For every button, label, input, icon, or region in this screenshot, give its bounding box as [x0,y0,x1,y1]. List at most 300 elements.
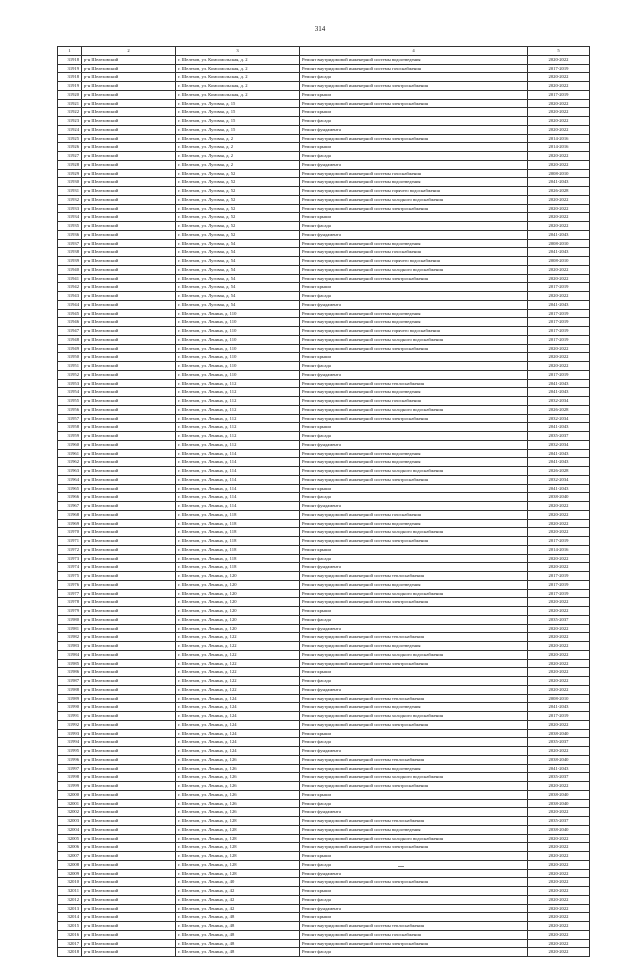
table-row [58,537,590,546]
district-cell: р-н Шелеховский [82,213,176,222]
work-type-cell: Ремонт внутридомовой инженерной системы электроснабжения [300,782,528,791]
address-cell: г. Шелехов, ул. Ленина, д. 118 [176,510,300,519]
row-number-cell: 31926 [58,143,82,152]
row-number-cell: 31987 [58,677,82,686]
table-row [58,309,590,318]
period-cell: 2020-2022 [528,948,590,957]
row-number-cell: 31980 [58,615,82,624]
row-number-cell: 32014 [58,913,82,922]
address-cell: г. Шелехов, ул. Ленина, д. 120 [176,624,300,633]
district-cell: р-н Шелеховский [82,703,176,712]
district-cell: р-н Шелеховский [82,353,176,362]
work-type-cell: Ремонт крыши [300,790,528,799]
address-cell: г. Шелехов, ул. Луговая, д. 2 [176,134,300,143]
address-cell: г. Шелехов, ул. Комсомольская, д. 2 [176,90,300,99]
district-cell: р-н Шелеховский [82,64,176,73]
district-cell: р-н Шелеховский [82,204,176,213]
row-number-cell: 31928 [58,160,82,169]
row-number-cell: 31946 [58,318,82,327]
address-cell: г. Шелехов, ул. Ленина, д. 128 [176,852,300,861]
district-cell: р-н Шелеховский [82,318,176,327]
address-cell: г. Шелехов, ул. Ленина, д. 122 [176,633,300,642]
page-number: 314 [314,25,326,33]
row-number-cell: 31986 [58,668,82,677]
row-number-cell: 31929 [58,169,82,178]
district-cell: р-н Шелеховский [82,869,176,878]
row-number-cell: 32003 [58,817,82,826]
row-number-cell: 32004 [58,825,82,834]
table-row [58,650,590,659]
row-number-cell: 31941 [58,274,82,283]
period-cell: 2020-2022 [528,922,590,931]
address-cell: г. Шелехов, ул. Луговая, д. 54 [176,248,300,257]
period-cell: 2017-2019 [528,318,590,327]
table-row [58,580,590,589]
district-cell: р-н Шелеховский [82,449,176,458]
district-cell: р-н Шелеховский [82,764,176,773]
row-number-cell: 31932 [58,195,82,204]
period-cell: 2041-2043 [528,764,590,773]
address-cell: г. Шелехов, ул. Ленина, д. 112 [176,379,300,388]
period-cell: 2020-2022 [528,528,590,537]
work-type-cell: Ремонт крыши [300,887,528,896]
work-type-cell: Ремонт фасада [300,554,528,563]
period-cell: 2014-2016 [528,143,590,152]
work-type-cell: Ремонт внутридомовой инженерной системы теплоснабжения [300,817,528,826]
table-row [58,808,590,817]
address-cell: г. Шелехов, ул. Ленина, д. 128 [176,825,300,834]
row-number-cell: 31981 [58,624,82,633]
address-cell: г. Шелехов, ул. Ленина, д. 126 [176,755,300,764]
table-row [58,528,590,537]
work-type-cell: Ремонт фасада [300,615,528,624]
row-number-cell: 31960 [58,440,82,449]
district-cell: р-н Шелеховский [82,913,176,922]
period-cell: 2020-2022 [528,108,590,117]
period-cell: 2008-2010 [528,239,590,248]
row-number-cell: 31992 [58,720,82,729]
page-mark [398,866,404,867]
row-number-cell: 31940 [58,265,82,274]
work-type-cell: Ремонт внутридомовой инженерной системы водоотведения [300,519,528,528]
work-type-cell: Ремонт внутридомовой инженерной системы холодного водоснабжения [300,265,528,274]
work-type-cell: Ремонт фундамента [300,370,528,379]
row-number-cell: 31973 [58,554,82,563]
row-number-cell: 31962 [58,458,82,467]
district-cell: р-н Шелеховский [82,90,176,99]
repair-schedule-table [57,46,590,957]
work-type-cell: Ремонт внутридомовой инженерной системы электроснабжения [300,99,528,108]
period-cell: 2020-2022 [528,677,590,686]
table-row [58,475,590,484]
district-cell: р-н Шелеховский [82,309,176,318]
work-type-cell: Ремонт крыши [300,545,528,554]
period-cell: 2020-2022 [528,265,590,274]
work-type-cell: Ремонт крыши [300,852,528,861]
row-number-cell: 31958 [58,423,82,432]
period-cell: 2020-2022 [528,887,590,896]
work-type-cell: Ремонт фасада [300,493,528,502]
column-number-row [58,47,590,56]
period-cell: 2041-2043 [528,484,590,493]
address-cell: г. Шелехов, ул. Ленина, д. 112 [176,405,300,414]
address-cell: г. Шелехов, ул. Ленина, д. 114 [176,475,300,484]
row-number-cell: 31921 [58,99,82,108]
work-type-cell: Ремонт внутридомовой инженерной системы холодного водоснабжения [300,335,528,344]
address-cell: г. Шелехов, ул. Ленина, д. 48 [176,930,300,939]
table-row [58,318,590,327]
row-number-cell: 31955 [58,397,82,406]
row-number-cell: 31968 [58,510,82,519]
work-type-cell: Ремонт внутридомовой инженерной системы горячего водоснабжения [300,257,528,266]
address-cell: г. Шелехов, ул. Ленина, д. 128 [176,843,300,852]
row-number-cell: 31936 [58,230,82,239]
address-cell: г. Шелехов, ул. Ленина, д. 110 [176,362,300,371]
row-number-cell: 31970 [58,528,82,537]
district-cell: р-н Шелеховский [82,55,176,64]
address-cell: г. Шелехов, ул. Ленина, д. 124 [176,712,300,721]
address-cell: г. Шелехов, ул. Комсомольская, д. 2 [176,82,300,91]
work-type-cell: Ремонт внутридомовой инженерной системы теплоснабжения [300,572,528,581]
district-cell: р-н Шелеховский [82,799,176,808]
work-type-cell: Ремонт фасада [300,860,528,869]
address-cell: г. Шелехов, ул. Ленина, д. 120 [176,580,300,589]
address-cell: г. Шелехов, ул. Ленина, д. 124 [176,747,300,756]
row-number-cell: 31961 [58,449,82,458]
district-cell: р-н Шелеховский [82,659,176,668]
table-row [58,370,590,379]
address-cell: г. Шелехов, ул. Ленина, д. 124 [176,720,300,729]
table-row [58,493,590,502]
work-type-cell: Ремонт внутридомовой инженерной системы электроснабжения [300,720,528,729]
work-type-cell: Ремонт фундамента [300,125,528,134]
district-cell: р-н Шелеховский [82,475,176,484]
address-cell: г. Шелехов, ул. Луговая, д. 15 [176,125,300,134]
work-type-cell: Ремонт фасада [300,738,528,747]
address-cell: г. Шелехов, ул. Ленина, д. 122 [176,677,300,686]
district-cell: р-н Шелеховский [82,510,176,519]
period-cell: 2017-2019 [528,572,590,581]
period-cell: 2017-2019 [528,327,590,336]
period-cell: 2020-2022 [528,607,590,616]
row-number-cell: 32018 [58,948,82,957]
work-type-cell: Ремонт внутридомовой инженерной системы электроснабжения [300,659,528,668]
table-row [58,519,590,528]
period-cell: 2020-2022 [528,510,590,519]
work-type-cell: Ремонт внутридомовой инженерной системы газоснабжения [300,397,528,406]
row-number-cell: 31997 [58,764,82,773]
table-row [58,642,590,651]
work-type-cell: Ремонт внутридомовой инженерной системы электроснабжения [300,134,528,143]
work-type-cell: Ремонт фасада [300,799,528,808]
work-type-cell: Ремонт фундамента [300,624,528,633]
district-cell: р-н Шелеховский [82,817,176,826]
row-number-cell: 31963 [58,467,82,476]
district-cell: р-н Шелеховский [82,860,176,869]
period-cell: 2017-2019 [528,283,590,292]
work-type-cell: Ремонт крыши [300,484,528,493]
row-number-cell: 31918 [58,55,82,64]
address-cell: г. Шелехов, ул. Ленина, д. 126 [176,764,300,773]
row-number-cell: 31939 [58,257,82,266]
row-number-cell: 32008 [58,860,82,869]
row-number-cell: 31935 [58,222,82,231]
work-type-cell: Ремонт фундамента [300,563,528,572]
address-cell: г. Шелехов, ул. Ленина, д. 40 [176,878,300,887]
table-row [58,335,590,344]
row-number-cell: 31982 [58,633,82,642]
period-cell: 2008-2010 [528,169,590,178]
table-row [58,799,590,808]
column-number: 5 [528,47,590,56]
row-number-cell: 31971 [58,537,82,546]
period-cell: 2038-2040 [528,799,590,808]
address-cell: г. Шелехов, ул. Ленина, д. 114 [176,493,300,502]
row-number-cell: 31954 [58,388,82,397]
address-cell: г. Шелехов, ул. Луговая, д. 54 [176,239,300,248]
address-cell: г. Шелехов, ул. Ленина, д. 124 [176,694,300,703]
table-row [58,563,590,572]
district-cell: р-н Шелеховский [82,904,176,913]
row-number-cell: 31952 [58,370,82,379]
work-type-cell: Ремонт фасада [300,117,528,126]
district-cell: р-н Шелеховский [82,852,176,861]
work-type-cell: Ремонт внутридомовой инженерной системы электроснабжения [300,204,528,213]
work-type-cell: Ремонт крыши [300,90,528,99]
address-cell: г. Шелехов, ул. Ленина, д. 48 [176,948,300,957]
period-cell: 2020-2022 [528,852,590,861]
address-cell: г. Шелехов, ул. Луговая, д. 2 [176,152,300,161]
row-number-cell: 31944 [58,300,82,309]
period-cell: 2020-2022 [528,213,590,222]
period-cell: 2020-2022 [528,624,590,633]
work-type-cell: Ремонт фасада [300,895,528,904]
work-type-cell: Ремонт крыши [300,913,528,922]
table-row [58,685,590,694]
work-type-cell: Ремонт внутридомовой инженерной системы теплоснабжения [300,922,528,931]
table-row [58,449,590,458]
row-number-cell: 31977 [58,589,82,598]
column-number: 2 [82,47,176,56]
row-number-cell: 32009 [58,869,82,878]
work-type-cell: Ремонт крыши [300,607,528,616]
table-row [58,292,590,301]
period-cell: 2041-2043 [528,388,590,397]
table-row [58,913,590,922]
address-cell: г. Шелехов, ул. Ленина, д. 120 [176,607,300,616]
address-cell: г. Шелехов, ул. Ленина, д. 114 [176,502,300,511]
address-cell: г. Шелехов, ул. Ленина, д. 112 [176,423,300,432]
address-cell: г. Шелехов, ул. Ленина, д. 122 [176,685,300,694]
row-number-cell: 31979 [58,607,82,616]
table-row [58,125,590,134]
work-type-cell: Ремонт внутридомовой инженерной системы водоотведения [300,309,528,318]
table-row [58,108,590,117]
district-cell: р-н Шелеховский [82,563,176,572]
district-cell: р-н Шелеховский [82,939,176,948]
row-number-cell: 31925 [58,134,82,143]
address-cell: г. Шелехов, ул. Ленина, д. 114 [176,458,300,467]
address-cell: г. Шелехов, ул. Луговая, д. 52 [176,213,300,222]
district-cell: р-н Шелеховский [82,248,176,257]
table-row [58,633,590,642]
work-type-cell: Ремонт внутридомовой инженерной системы водоотведения [300,825,528,834]
district-cell: р-н Шелеховский [82,528,176,537]
table-row [58,755,590,764]
table-row [58,589,590,598]
district-cell: р-н Шелеховский [82,379,176,388]
period-cell: 2020-2022 [528,633,590,642]
address-cell: г. Шелехов, ул. Ленина, д. 112 [176,432,300,441]
work-type-cell: Ремонт внутридомовой инженерной системы холодного водоснабжения [300,195,528,204]
address-cell: г. Шелехов, ул. Ленина, д. 128 [176,860,300,869]
period-cell: 2032-2034 [528,440,590,449]
work-type-cell: Ремонт внутридомовой инженерной системы газоснабжения [300,169,528,178]
district-cell: р-н Шелеховский [82,712,176,721]
district-cell: р-н Шелеховский [82,362,176,371]
work-type-cell: Ремонт внутридомовой инженерной системы водоотведения [300,318,528,327]
address-cell: г. Шелехов, ул. Ленина, д. 110 [176,335,300,344]
period-cell: 2020-2022 [528,782,590,791]
row-number-cell: 31919 [58,64,82,73]
period-cell: 2020-2022 [528,659,590,668]
table-row [58,274,590,283]
period-cell: 2041-2043 [528,230,590,239]
address-cell: г. Шелехов, ул. Ленина, д. 120 [176,615,300,624]
row-number-cell: 31948 [58,335,82,344]
period-cell: 2020-2022 [528,82,590,91]
work-type-cell: Ремонт фундамента [300,160,528,169]
district-cell: р-н Шелеховский [82,843,176,852]
table-row [58,344,590,353]
district-cell: р-н Шелеховский [82,388,176,397]
table-row [58,694,590,703]
district-cell: р-н Шелеховский [82,922,176,931]
table-row [58,152,590,161]
district-cell: р-н Шелеховский [82,187,176,196]
period-cell: 2020-2022 [528,152,590,161]
table-row [58,607,590,616]
period-cell: 2020-2022 [528,685,590,694]
district-cell: р-н Шелеховский [82,265,176,274]
period-cell: 2020-2022 [528,204,590,213]
work-type-cell: Ремонт внутридомовой инженерной системы электроснабжения [300,82,528,91]
period-cell: 2032-2034 [528,414,590,423]
row-number-cell: 32016 [58,930,82,939]
work-type-cell: Ремонт внутридомовой инженерной системы электроснабжения [300,274,528,283]
table-row [58,327,590,336]
district-cell: р-н Шелеховский [82,397,176,406]
address-cell: г. Шелехов, ул. Ленина, д. 48 [176,939,300,948]
table-row [58,82,590,91]
district-cell: р-н Шелеховский [82,458,176,467]
address-cell: г. Шелехов, ул. Ленина, д. 110 [176,353,300,362]
work-type-cell: Ремонт фундамента [300,904,528,913]
address-cell: г. Шелехов, ул. Комсомольская, д. 2 [176,64,300,73]
period-cell: 2017-2019 [528,370,590,379]
work-type-cell: Ремонт внутридомовой инженерной системы водоотведения [300,239,528,248]
row-number-cell: 32012 [58,895,82,904]
address-cell: г. Шелехов, ул. Луговая, д. 54 [176,283,300,292]
work-type-cell: Ремонт внутридомовой инженерной системы газоснабжения [300,510,528,519]
row-number-cell: 31931 [58,187,82,196]
district-cell: р-н Шелеховский [82,790,176,799]
row-number-cell: 32007 [58,852,82,861]
district-cell: р-н Шелеховский [82,607,176,616]
work-type-cell: Ремонт внутридомовой инженерной системы теплоснабжения [300,633,528,642]
district-cell: р-н Шелеховский [82,300,176,309]
work-type-cell: Ремонт внутридомовой инженерной системы теплоснабжения [300,755,528,764]
work-type-cell: Ремонт внутридомовой инженерной системы водоотведения [300,178,528,187]
period-cell: 2017-2019 [528,90,590,99]
row-number-cell: 31991 [58,712,82,721]
address-cell: г. Шелехов, ул. Комсомольская, д. 2 [176,73,300,82]
address-cell: г. Шелехов, ул. Луговая, д. 15 [176,117,300,126]
row-number-cell: 31978 [58,598,82,607]
period-cell: 2008-2010 [528,257,590,266]
district-cell: р-н Шелеховский [82,808,176,817]
table-row [58,922,590,931]
district-cell: р-н Шелеховский [82,134,176,143]
table-row [58,230,590,239]
work-type-cell: Ремонт фасада [300,292,528,301]
table-row [58,729,590,738]
work-type-cell: Ремонт внутридомовой инженерной системы газоснабжения [300,930,528,939]
row-number-cell: 31957 [58,414,82,423]
address-cell: г. Шелехов, ул. Ленина, д. 120 [176,572,300,581]
row-number-cell: 31983 [58,642,82,651]
row-number-cell: 31923 [58,117,82,126]
row-number-cell: 31918 [58,73,82,82]
address-cell: г. Шелехов, ул. Комсомольская, д. 2 [176,55,300,64]
table-row [58,703,590,712]
row-number-cell: 32010 [58,878,82,887]
table-row [58,90,590,99]
address-cell: г. Шелехов, ул. Ленина, д. 48 [176,913,300,922]
period-cell: 2038-2040 [528,493,590,502]
work-type-cell: Ремонт внутридомовой инженерной системы водоотведения [300,458,528,467]
row-number-cell: 31945 [58,309,82,318]
address-cell: г. Шелехов, ул. Ленина, д. 110 [176,327,300,336]
district-cell: р-н Шелеховский [82,738,176,747]
address-cell: г. Шелехов, ул. Луговая, д. 2 [176,160,300,169]
period-cell: 2026-2028 [528,405,590,414]
district-cell: р-н Шелеховский [82,720,176,729]
column-number: 1 [58,47,82,56]
address-cell: г. Шелехов, ул. Луговая, д. 54 [176,257,300,266]
period-cell: 2020-2022 [528,930,590,939]
district-cell: р-н Шелеховский [82,99,176,108]
row-number-cell: 32005 [58,834,82,843]
row-number-cell: 31956 [58,405,82,414]
period-cell: 2020-2022 [528,895,590,904]
work-type-cell: Ремонт крыши [300,213,528,222]
address-cell: г. Шелехов, ул. Ленина, д. 128 [176,869,300,878]
work-type-cell: Ремонт фундамента [300,230,528,239]
period-cell: 2020-2022 [528,808,590,817]
table-row [58,825,590,834]
row-number-cell: 32015 [58,922,82,931]
row-number-cell: 31966 [58,493,82,502]
period-cell: 2020-2022 [528,554,590,563]
district-cell: р-н Шелеховский [82,169,176,178]
work-type-cell: Ремонт внутридомовой инженерной системы электроснабжения [300,475,528,484]
row-number-cell: 31994 [58,738,82,747]
district-cell: р-н Шелеховский [82,125,176,134]
address-cell: г. Шелехов, ул. Ленина, д. 124 [176,729,300,738]
row-number-cell: 31953 [58,379,82,388]
table-row [58,659,590,668]
